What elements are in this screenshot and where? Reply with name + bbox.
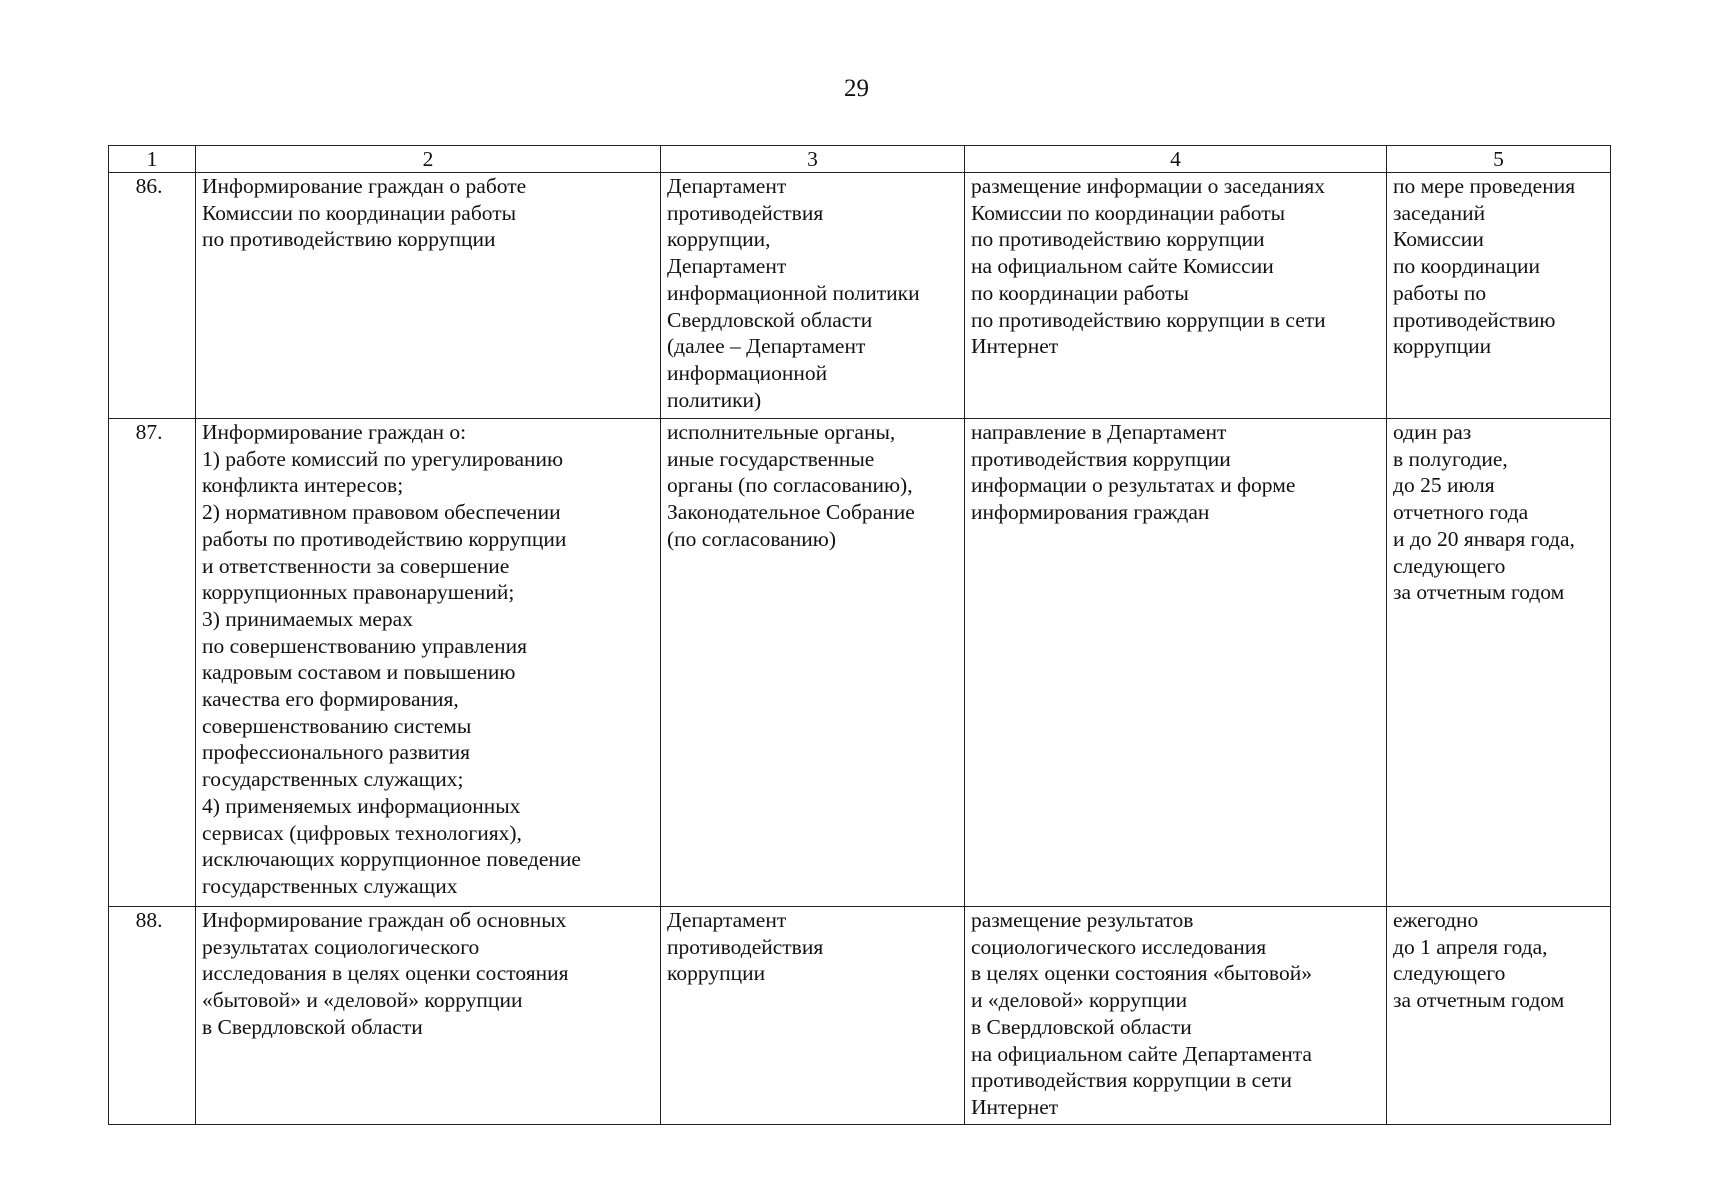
cell-text-line: размещение результатов	[971, 908, 1194, 932]
column-header-4: 4	[965, 146, 1387, 173]
cell-text-line: результатах социологического	[202, 934, 480, 959]
responsible-cell	[661, 907, 965, 1125]
cell-text-line: за отчетным годом	[1393, 988, 1565, 1013]
cell-text-line: работы по	[1393, 280, 1487, 305]
deadline-cell	[1387, 419, 1611, 907]
cell-text-line: Комиссии по координации работы	[971, 200, 1286, 225]
cell-text-line: информационной	[667, 360, 828, 385]
cell-text-line: информационной политики	[667, 280, 920, 305]
cell-text-line: Информирование граждан об основных	[202, 908, 567, 932]
cell-text-line: коррупционных правонарушений;	[202, 580, 515, 605]
cell-text-line: противодействию	[1393, 307, 1556, 332]
cell-text-line: противодействия коррупции	[971, 446, 1231, 471]
deadline-cell	[1387, 907, 1611, 1125]
cell-text-line: Свердловской области	[667, 307, 873, 332]
cell-text-line: по совершенствованию управления	[202, 633, 527, 658]
cell-text-line: конфликта интересов;	[202, 473, 404, 498]
row-number-cell: 87.	[109, 419, 196, 907]
cell-text-line: Департамент	[667, 174, 787, 198]
cell-text-line: социологического исследования	[971, 934, 1267, 959]
cell-text-line: противодействия	[667, 200, 824, 225]
cell-text-line: информации о результатах и форме	[971, 473, 1296, 498]
cell-text-line: противодействия коррупции в сети	[971, 1068, 1292, 1093]
cell-text-line: Интернет	[971, 1094, 1059, 1119]
cell-text-line: до 25 июля	[1393, 473, 1495, 498]
cell-text-line: 1) работе комиссий по урегулированию	[202, 446, 564, 471]
table-row	[109, 173, 1611, 419]
cell-text-line: отчетного года	[1393, 500, 1529, 525]
cell-text-line: по противодействию коррупции	[202, 227, 496, 252]
cell-text-line: Информирование граждан о:	[202, 420, 467, 444]
outcome-cell	[965, 173, 1387, 419]
cell-text-line: заседаний	[1393, 200, 1486, 225]
cell-text-line: по координации работы	[971, 280, 1189, 305]
cell-text-line: «бытовой» и «деловой» коррупции	[202, 988, 523, 1013]
table-row	[109, 419, 1611, 907]
cell-text-line: кадровым составом и повышению	[202, 660, 516, 685]
cell-text-line: сервисах (цифровых технологиях),	[202, 820, 522, 845]
cell-text-line: Департамент	[667, 254, 787, 279]
cell-text-line: 4) применяемых информационных	[202, 793, 521, 818]
table-header	[109, 146, 1611, 173]
cell-text-line: государственных служащих	[202, 873, 458, 898]
cell-text-line: (далее – Департамент	[667, 334, 866, 359]
cell-text-line: (по согласованию)	[667, 526, 837, 551]
measures-table	[108, 145, 1611, 1125]
cell-text-line: на официальном сайте Департамента	[971, 1041, 1312, 1066]
table-row	[109, 907, 1611, 1125]
outcome-cell	[965, 419, 1387, 907]
table-body	[109, 173, 1611, 1125]
cell-text-line: информирования граждан	[971, 500, 1210, 525]
measure-cell	[196, 173, 661, 419]
column-header-2: 2	[196, 146, 661, 173]
cell-text-line: в Свердловской области	[202, 1014, 423, 1039]
cell-text-line: работы по противодействию коррупции	[202, 526, 567, 551]
cell-text-line: Законодательное Собрание	[667, 500, 915, 525]
page-number: 29	[844, 75, 869, 102]
cell-text-line: следующего	[1393, 961, 1506, 986]
cell-text-line: исполнительные органы,	[667, 420, 896, 444]
cell-text-line: органы (по согласованию),	[667, 473, 913, 498]
cell-text-line: один раз	[1393, 420, 1472, 444]
cell-text-line: Информирование граждан о работе	[202, 174, 527, 198]
column-header-1: 1	[109, 146, 196, 173]
cell-text-line: и до 20 января года,	[1393, 526, 1575, 551]
cell-text-line: коррупции	[1393, 334, 1492, 359]
cell-text-line: политики)	[667, 387, 762, 412]
cell-text-line: в полугодие,	[1393, 446, 1508, 471]
cell-text-line: ежегодно	[1393, 908, 1479, 932]
outcome-cell	[965, 907, 1387, 1125]
cell-text-line: направление в Департамент	[971, 420, 1227, 444]
measure-cell	[196, 419, 661, 907]
cell-text-line: Комиссии	[1393, 227, 1484, 252]
cell-text-line: и ответственности за совершение	[202, 553, 510, 578]
column-header-5: 5	[1387, 146, 1611, 173]
cell-text-line: размещение информации о заседаниях	[971, 174, 1326, 198]
cell-text-line: противодействия	[667, 934, 824, 959]
cell-text-line: Департамент	[667, 908, 787, 932]
cell-text-line: по противодействию коррупции в сети	[971, 307, 1326, 332]
cell-text-line: следующего	[1393, 553, 1506, 578]
cell-text-line: за отчетным годом	[1393, 580, 1565, 605]
cell-text-line: в целях оценки состояния «бытовой»	[971, 961, 1312, 986]
cell-text-line: в Свердловской области	[971, 1014, 1192, 1039]
measure-cell	[196, 907, 661, 1125]
cell-text-line: качества его формирования,	[202, 687, 459, 712]
cell-text-line: профессионального развития	[202, 740, 471, 765]
responsible-cell	[661, 173, 965, 419]
cell-text-line: 2) нормативном правовом обеспечении	[202, 500, 561, 525]
cell-text-line: совершенствованию системы	[202, 713, 472, 738]
cell-text-line: 3) принимаемых мерах	[202, 606, 413, 631]
cell-text-line: исследования в целях оценки состояния	[202, 961, 569, 986]
cell-text-line: по координации	[1393, 254, 1540, 279]
row-number-cell: 86.	[109, 173, 196, 419]
cell-text-line: государственных служащих;	[202, 767, 464, 792]
cell-text-line: до 1 апреля года,	[1393, 934, 1548, 959]
cell-text-line: Комиссии по координации работы	[202, 200, 517, 225]
cell-text-line: исключающих коррупционное поведение	[202, 847, 581, 872]
cell-text-line: коррупции,	[667, 227, 771, 252]
row-number-cell: 88.	[109, 907, 196, 1125]
responsible-cell	[661, 419, 965, 907]
deadline-cell	[1387, 173, 1611, 419]
header-row	[109, 146, 1611, 173]
cell-text-line: по противодействию коррупции	[971, 227, 1265, 252]
cell-text-line: коррупции	[667, 961, 766, 986]
cell-text-line: по мере проведения	[1393, 174, 1576, 198]
column-header-3: 3	[661, 146, 965, 173]
cell-text-line: иные государственные	[667, 446, 875, 471]
cell-text-line: на официальном сайте Комиссии	[971, 254, 1274, 279]
cell-text-line: Интернет	[971, 334, 1059, 359]
cell-text-line: и «деловой» коррупции	[971, 988, 1188, 1013]
